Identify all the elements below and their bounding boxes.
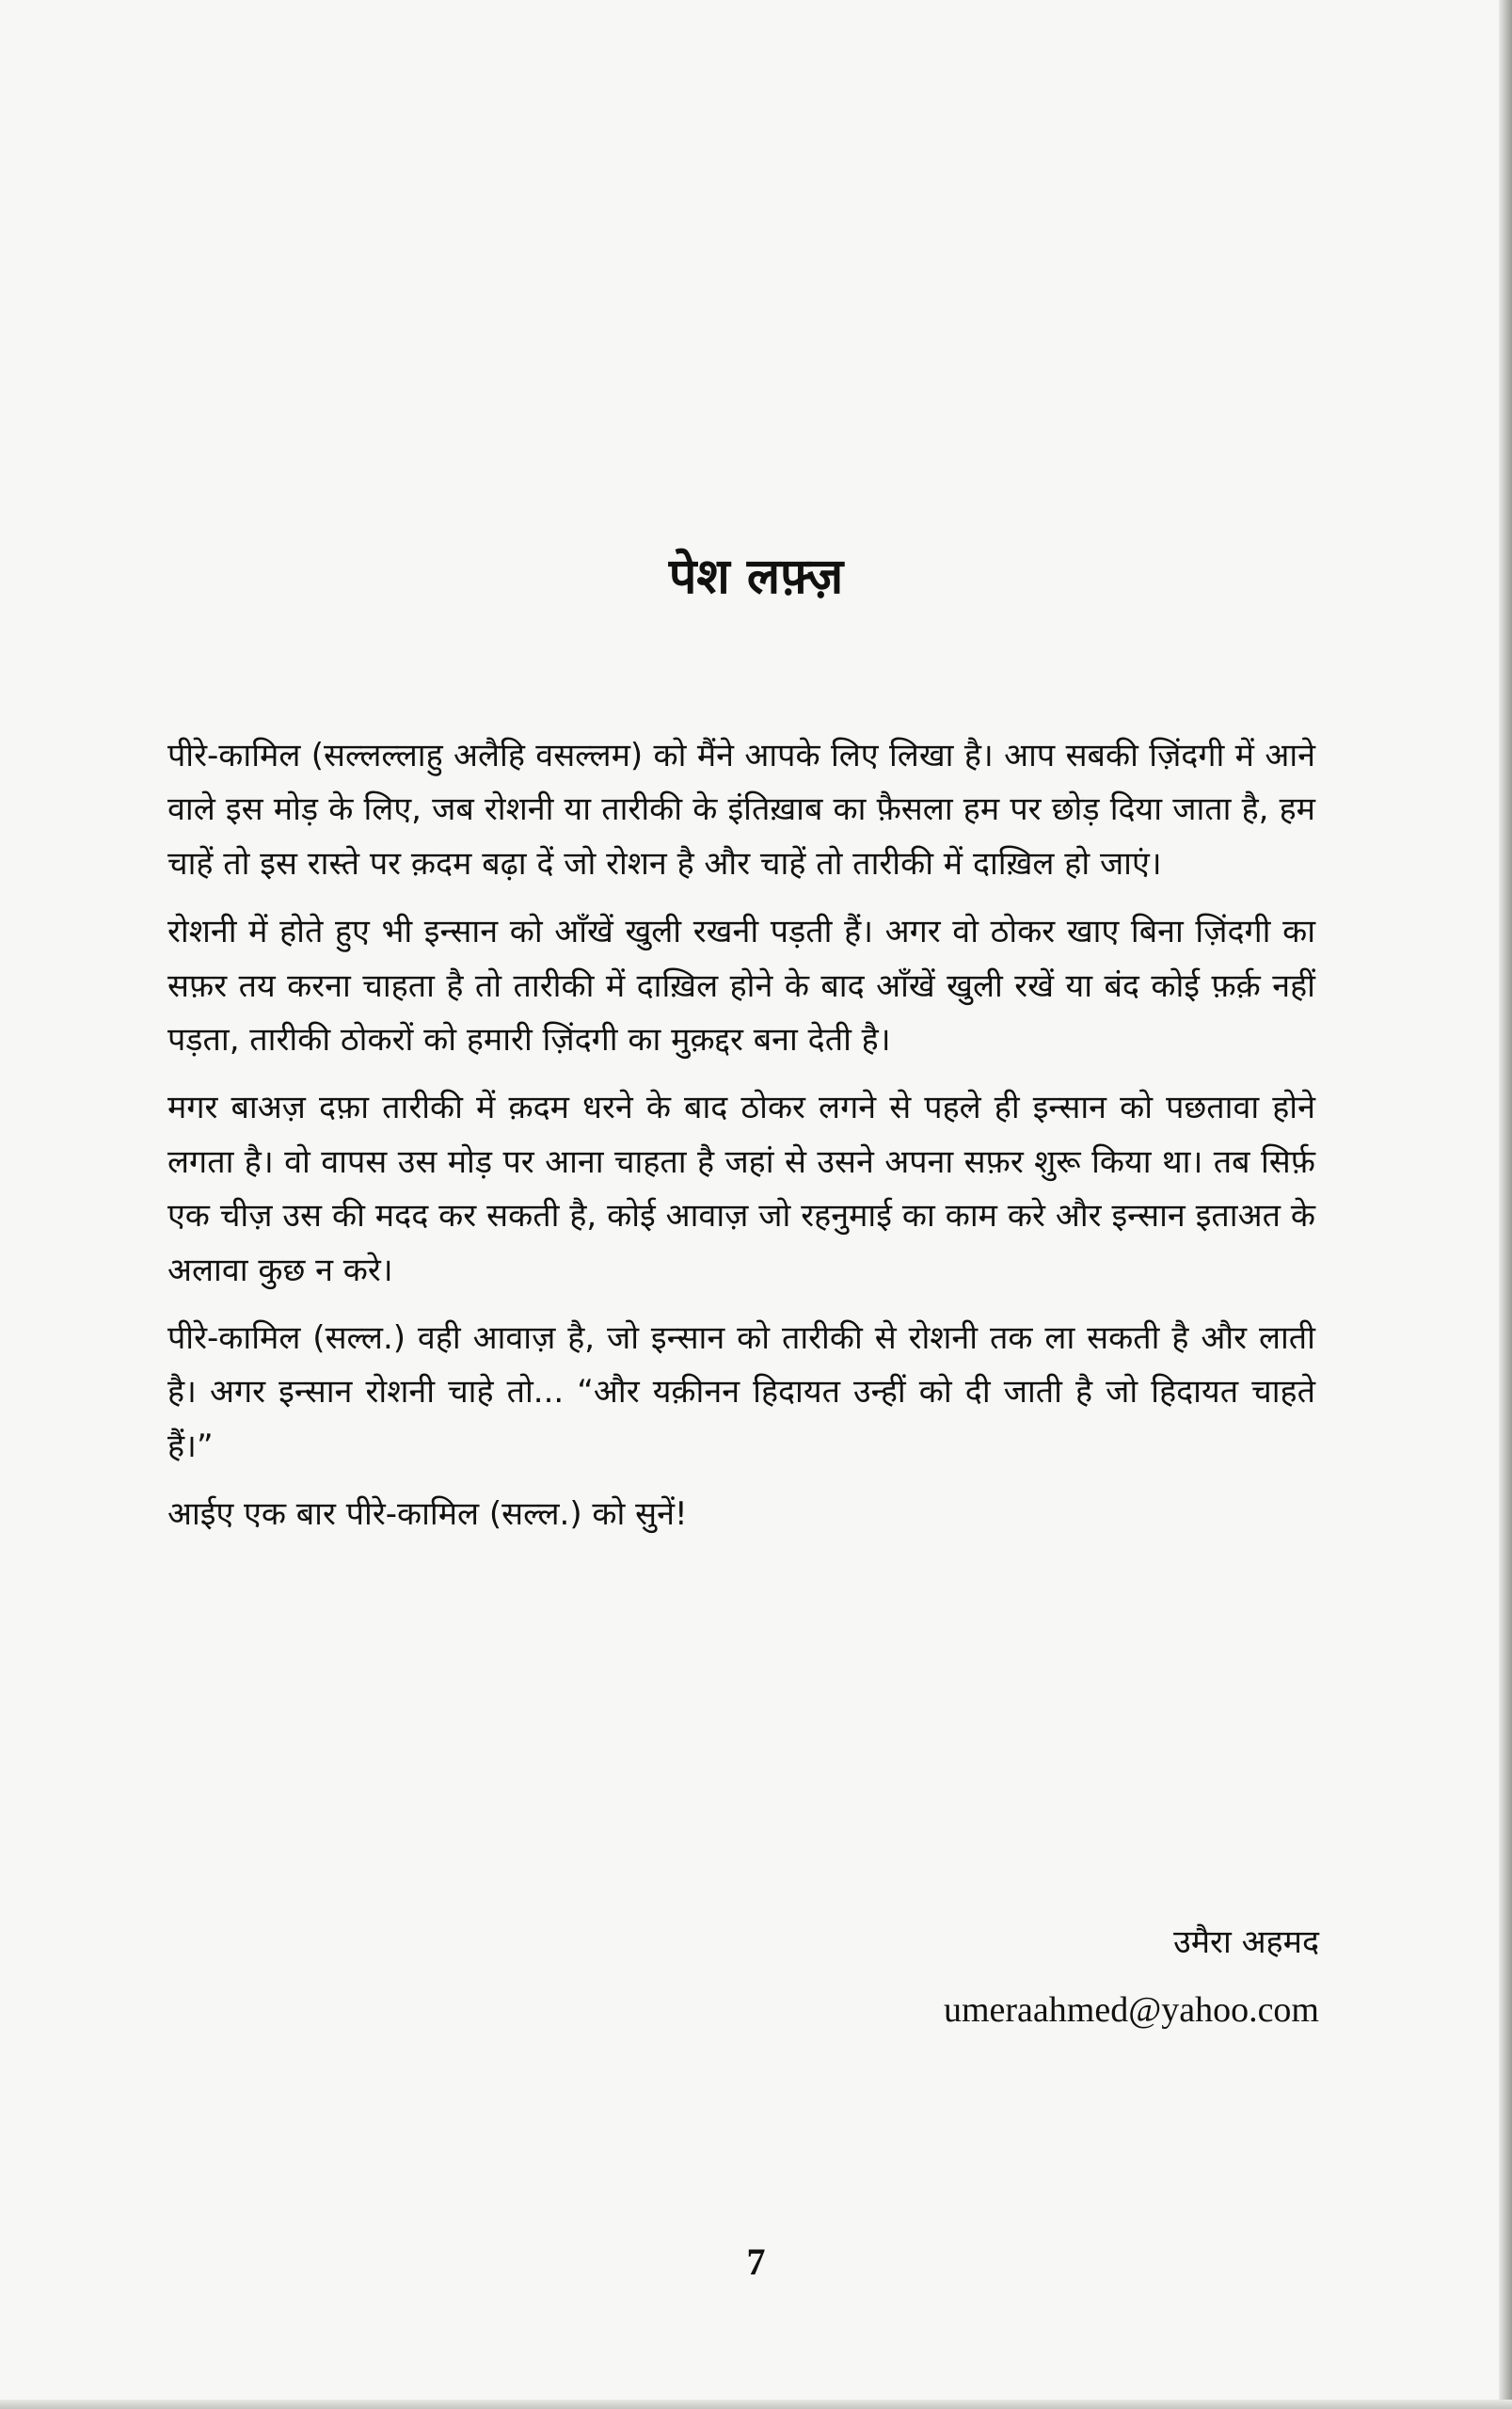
page-title: पेश लफ़्ज़ [668,549,844,605]
paragraph-5: आईए एक बार पीरे-कामिल (सल्ल.) को सुनें! [167,1495,688,1534]
paragraph-3: मगर बाअज़ दफ़ा तारीकी में क़दम धरने के बाद ठोकर लगने से पहले ही इन्सान को पछतावा होने लगता है। वो वापस उस मोड़ पर आना चाहता है जहां से उसने अपना सफ़र शुरू किया था। तब सिर्फ़ एक चीज़ उस की मदद कर सकती है, कोई आवाज़ जो रहनुमाई का काम करे और इन्सान इताअत के अलावा कुछ न करे। [167,1089,1315,1289]
page-number: 7 [746,2241,766,2283]
author-name: उमैरा अहमद [1173,1923,1319,1961]
author-email: umeraahmed@yahoo.com [943,1990,1319,2030]
page-edge-shadow [1499,0,1512,2409]
preface-body [167,729,1315,1556]
paragraph-1: पीरे-कामिल (सल्लल्लाहु अलैहि वसल्लम) को मैंने आपके लिए लिखा है। आप सबकी ज़िंदगी में आने वाले इस मोड़ के लिए, जब रोशनी या तारीकी के इंतिख़ाब का फ़ैसला हम पर छोड़ दिया जाता है, हम चाहें तो इस रास्ते पर क़दम बढ़ा दें जो रोशन है और चाहें तो तारीकी में दाख़िल हो जाएं। [167,737,1315,883]
page-bottom-edge [0,2400,1512,2409]
paragraph-2: रोशनी में होते हुए भी इन्सान को आँखें खुली रखनी पड़ती हैं। अगर वो ठोकर खाए बिना ज़िंदगी का सफ़र तय करना चाहता है तो तारीकी में दाख़िल होने के बाद आँखें खुली रखें या बंद कोई फ़र्क़ नहीं पड़ता, तारीकी ठोकरों को हमारी ज़िंदगी का मुक़द्दर बना देती है। [167,913,1315,1060]
paragraph-4: पीरे-कामिल (सल्ल.) वही आवाज़ है, जो इन्सान को तारीकी से रोशनी तक ला सकती है और लाती है। अगर इन्सान रोशनी चाहे तो... “और यक़ीनन हिदायत उन्हीं को दी जाती है जो हिदायत चाहते हैं।” [167,1319,1315,1465]
